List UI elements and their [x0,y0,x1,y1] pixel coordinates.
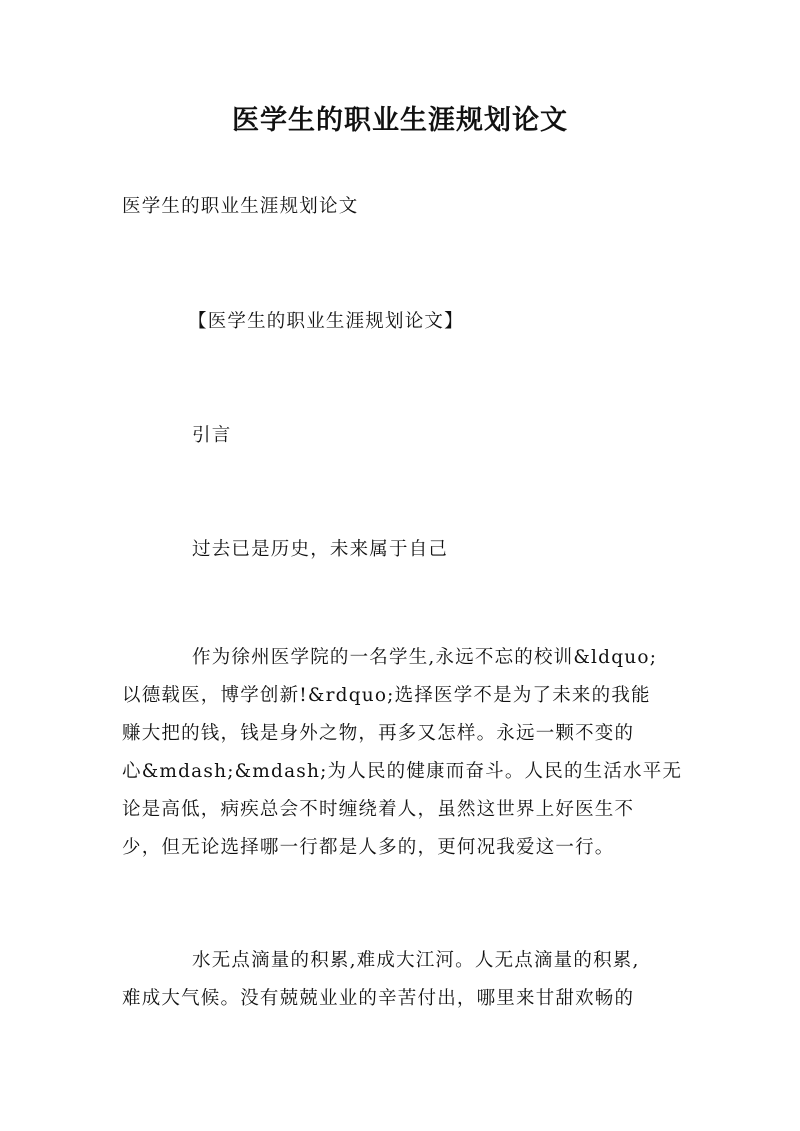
paragraph-line: 以德载医，博学创新!&rdquo;选择医学不是为了未来的我能 [122,685,651,706]
paragraph-line: 心&mdash;&mdash;为人民的健康而奋斗。人民的生活水平无 [122,761,683,782]
paragraph-line: 论是高低，病疾总会不时缠绕着人，虽然这世界上好医生不 [122,799,635,820]
paragraph-line: 少，但无论选择哪一行都是人多的，更何况我爱这一行。 [122,837,615,858]
document-subtitle: 医学生的职业生涯规划论文 [122,196,359,217]
paragraph-line: 赚大把的钱，钱是身外之物，再多又怎样。永远一颗不变的 [122,723,635,744]
bracket-title: 【医学生的职业生涯规划论文】 [188,311,464,332]
intro-heading: 引言 [192,425,232,446]
paragraph-line: 难成大气候。没有兢兢业业的辛苦付出，哪里来甘甜欢畅的 [122,988,635,1009]
document-title: 医学生的职业生涯规划论文 [232,105,568,136]
motto-line: 过去已是历史，未来属于自己 [192,539,449,560]
paragraph-line: 作为徐州医学院的一名学生,永远不忘的校训&ldquo; [192,647,658,668]
paragraph-line: 水无点滴量的积累,难成大江河。人无点滴量的积累, [192,950,640,971]
